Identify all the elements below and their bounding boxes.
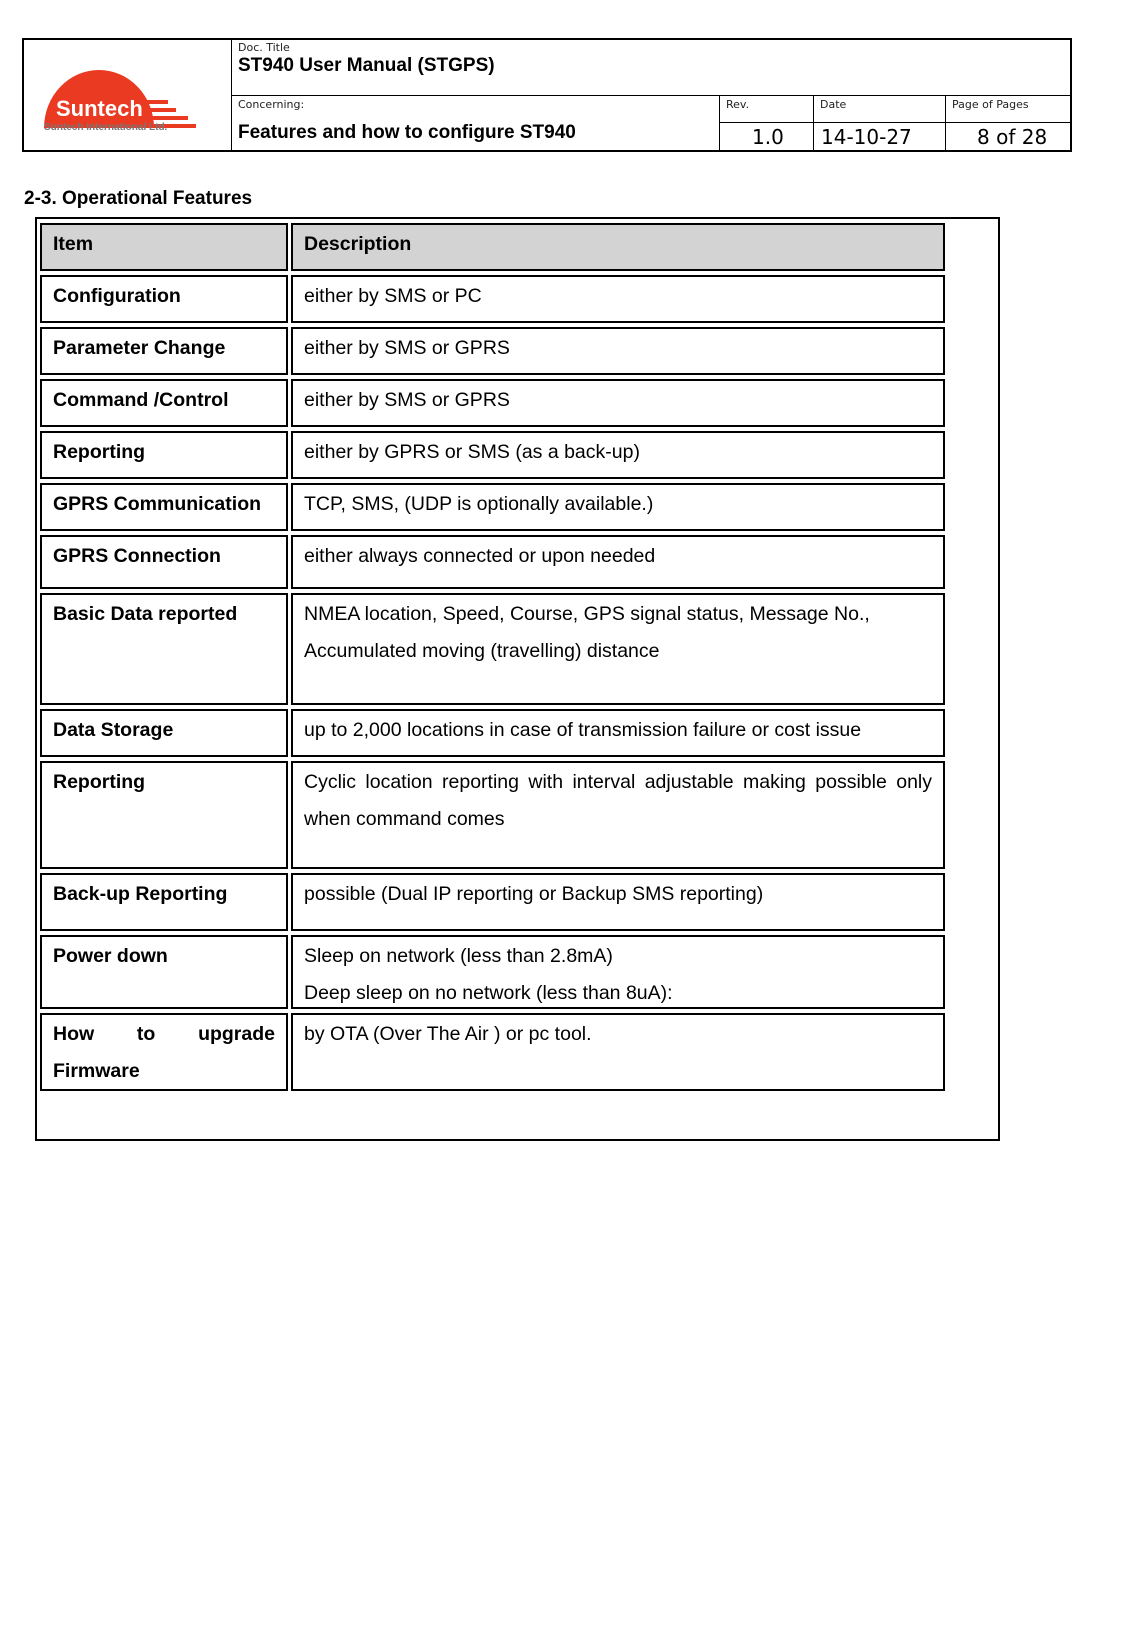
doc-title-label: Doc. Title (238, 41, 290, 54)
table-row-description (291, 431, 945, 479)
concerning-label: Concerning: (238, 98, 305, 111)
date-value: 14-10-27 (821, 125, 912, 149)
item-text: Reporting (53, 441, 146, 463)
page-label: Page of Pages (952, 98, 1029, 111)
table-row-item (40, 1013, 288, 1091)
revision-cell (720, 96, 814, 150)
description-text: Deep sleep on no network (less than 8uA): (304, 982, 673, 1004)
item-text: Configuration (53, 285, 181, 307)
table-row-description (291, 873, 945, 931)
item-text: How to upgrade (53, 1023, 275, 1045)
item-text: Command /Control (53, 389, 229, 411)
logo-subtext: Suntech International Ltd. (44, 122, 168, 133)
description-text: either by SMS or GPRS (304, 337, 510, 359)
table-row-description (291, 379, 945, 427)
description-text: Accumulated moving (travelling) distance (304, 640, 660, 662)
doc-title: ST940 User Manual (STGPS) (238, 55, 495, 76)
logo-text: Suntech (56, 96, 143, 121)
table-row-description (291, 935, 945, 1009)
table-row-item (40, 379, 288, 427)
operational-features-table (35, 217, 1000, 1141)
concerning-value: Features and how to configure ST940 (238, 122, 576, 143)
description-text: NMEA location, Speed, Course, GPS signal status, Message No., (304, 603, 870, 625)
revision-value: 1.0 (752, 125, 784, 149)
item-text: GPRS Communication (53, 493, 262, 515)
table-row-item (40, 761, 288, 869)
description-text: by OTA (Over The Air ) or pc tool. (304, 1023, 592, 1045)
logo-cell (24, 40, 232, 150)
table-row-item (40, 327, 288, 375)
description-text: either by SMS or GPRS (304, 389, 510, 411)
item-text: Reporting (53, 771, 146, 793)
table-row-item (40, 873, 288, 931)
table-row-item (40, 709, 288, 757)
document-header (22, 38, 1072, 152)
item-text: Data Storage (53, 719, 174, 741)
description-text: Sleep on network (less than 2.8mA) (304, 945, 613, 967)
table-header-item (40, 223, 288, 271)
page-value: 8 of 28 (977, 125, 1048, 149)
table-row-description (291, 761, 945, 869)
header-item-label: Item (53, 233, 94, 255)
table-row-item (40, 935, 288, 1009)
description-text: TCP, SMS, (UDP is optionally available.) (304, 493, 654, 515)
description-text: possible (Dual IP reporting or Backup SMS reporting) (304, 883, 764, 905)
item-text: GPRS Connection (53, 545, 221, 567)
section-title: 2-3. Operational Features (24, 188, 253, 209)
table-row-description (291, 593, 945, 705)
description-text: either by GPRS or SMS (as a back-up) (304, 441, 640, 463)
description-text: either by SMS or PC (304, 285, 482, 307)
table-row-item (40, 431, 288, 479)
date-cell (814, 96, 946, 150)
item-text: Firmware (53, 1060, 140, 1082)
description-text: either always connected or upon needed (304, 545, 656, 567)
suntech-logo (24, 40, 232, 150)
concerning-cell (232, 96, 720, 150)
date-label: Date (820, 98, 847, 111)
page-cell (946, 96, 1070, 150)
header-description-label: Description (304, 233, 412, 255)
table-row-description (291, 483, 945, 531)
table-row-item (40, 593, 288, 705)
item-text: Power down (53, 945, 168, 967)
table-row-description (291, 1013, 945, 1091)
doc-title-cell (232, 40, 1070, 96)
description-text: Cyclic location reporting with interval adjustable making possible only (304, 771, 932, 793)
description-text: when command comes (304, 808, 505, 830)
table-row-description (291, 275, 945, 323)
table-row-item (40, 483, 288, 531)
table-header-description (291, 223, 945, 271)
table-row-item (40, 535, 288, 589)
table-row-description (291, 327, 945, 375)
item-text: Basic Data reported (53, 603, 238, 625)
table-row-description (291, 535, 945, 589)
table-row-description (291, 709, 945, 757)
item-text: Parameter Change (53, 337, 226, 359)
table-row-item (40, 275, 288, 323)
revision-label: Rev. (726, 98, 750, 111)
description-text: up to 2,000 locations in case of transmission failure or cost issue (304, 719, 862, 741)
item-text: Back-up Reporting (53, 883, 228, 905)
